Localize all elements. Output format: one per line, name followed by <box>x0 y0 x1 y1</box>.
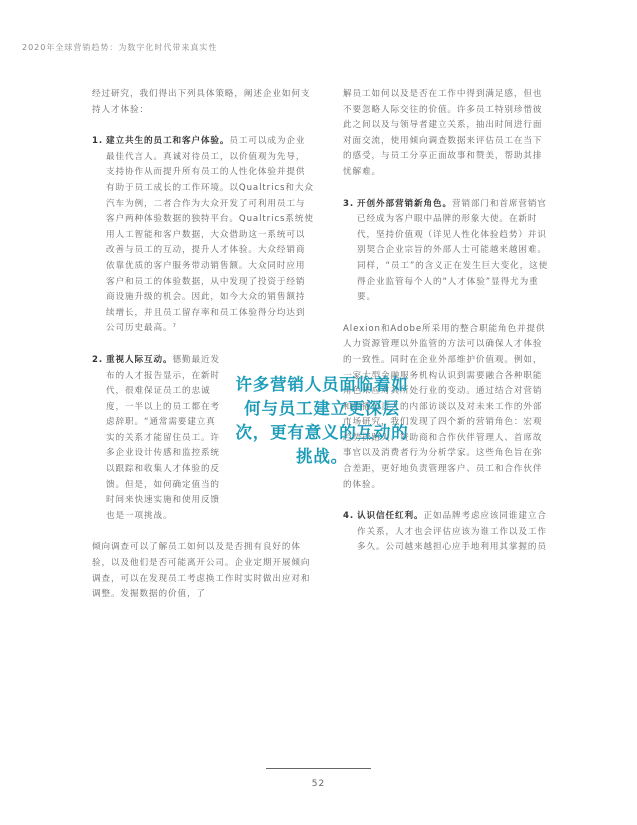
right-column <box>343 87 550 556</box>
body-paragraph: 倾向调查可以了解员工如何以及是否拥有良好的体验，以及他们是否可能离开公司。企业定期开展倾向调查，可以在发现员工考虑换工作时实时做出应对和调整。发掘数据的价值，了 <box>92 542 311 600</box>
list-number: 2. <box>92 354 104 365</box>
list-item-3 <box>343 197 550 306</box>
page-number: 52 <box>311 779 326 789</box>
list-number: 4. <box>343 511 355 522</box>
list-number: 1. <box>92 136 104 147</box>
running-head: 2020年全球营销趋势：为数字化时代带来真实性 <box>22 43 218 52</box>
list-item-1 <box>92 134 314 337</box>
body-paragraph-text: Alexion和Adobe所采用的整合职能角色并提供人力资源管理以外监管的方法可以确保人才体验的一致性。同时在企业外部维护价值观。例如，一家大型金融服务机构认识到需要融合各种职能角色来应对其所处行业的变动。通过结合对营销和传播负责人的内部访谈以及对未来工作的外部市场研究，我们发现了四个新的营销角色：宏观趋势探路人、赞助商和合作伙伴管理人、首席故事官以及消费者行为分析学家。这些角色旨在弥合差距，更好地负责管理客户、员工和合作伙伴的体验。 <box>343 323 546 490</box>
list-item-text: 员工可以成为企业最佳代言人。真诚对待员工，以价值观为先导，支持协作从而提升所有员工的人性化体验并提供有助于员工成长的工作环境。以Qualtrics和大众汽车为例，二者合作为大众开发了可利用员工与客户两种体验数据的独特平台。Qualtrics系统使用人工智能和客户数据，大众借助这一系统可以改善与员工的互动，提升人才体验。大众经销商依靠优质的客户服务带动销售额。大众同时应用客户和员工的体验数据，从中发现了投资于经销商设施升级的机会。因此，如今大众的销售额持续增长，并且员工留存率和员工体验得分均达到公司历史最高。⁷ <box>106 136 314 334</box>
list-number: 3. <box>343 198 355 209</box>
body-paragraph: 解员工如何以及是否在工作中得到满足感，但也不要忽略人际交往的价值。许多员工特别珍惜彼此之间以及与领导者建立关系，抽出时间进行面对面交流，使用倾向调查数据来评估员工在当下的感受，与员工分享正面故事和赞美，帮助其排忧解难。 <box>343 89 543 177</box>
list-item-text: 德勤最近发布的人才报告显示，在新时代，很难保证员工的忠诚度，一半以上的员工都在考虑辞职。“通常需要建立真实的关系才能留住员工。许多企业设计传感和监控系统以跟踪和收集人才体验的反馈。但是，如何确定值当的时间来快速实施和使用反馈也是一项挑战。 <box>106 354 220 521</box>
list-item-title: 开创外部营销新角色。 <box>357 198 452 209</box>
intro-paragraph: 经过研究，我们得出下列具体策略，阐述企业如何支持人才体验： <box>92 89 311 115</box>
pullquote: 许多营销人员面临着如何与员工建立更深层次，更有意义的互动的挑战。 <box>235 375 409 466</box>
list-item-text: 营销部门和首席营销官已经成为客户眼中品牌的形象大使。在新时代，坚持价值观（详见人性化体验趋势）并识别契合企业宗旨的外部人士可能越来越困难。同样，“员工”的含义正在发生巨大变化，这使得企业监管每个人的“人才体验”显得尤为重要。 <box>357 198 549 303</box>
list-item-title: 重视人际互动。 <box>106 354 173 365</box>
list-item-title: 认识信任红利。 <box>357 511 424 522</box>
list-item-text: 正如品牌考虑应该同谁建立合作关系，人才也会评估应该为谁工作以及工作多久。公司越来越担心应手地利用其掌握的员 <box>357 511 547 553</box>
left-column <box>92 87 314 603</box>
list-item-title: 建立共生的员工和客户体验。 <box>106 136 230 147</box>
list-item-4 <box>343 509 550 556</box>
footer-rule <box>266 768 371 769</box>
